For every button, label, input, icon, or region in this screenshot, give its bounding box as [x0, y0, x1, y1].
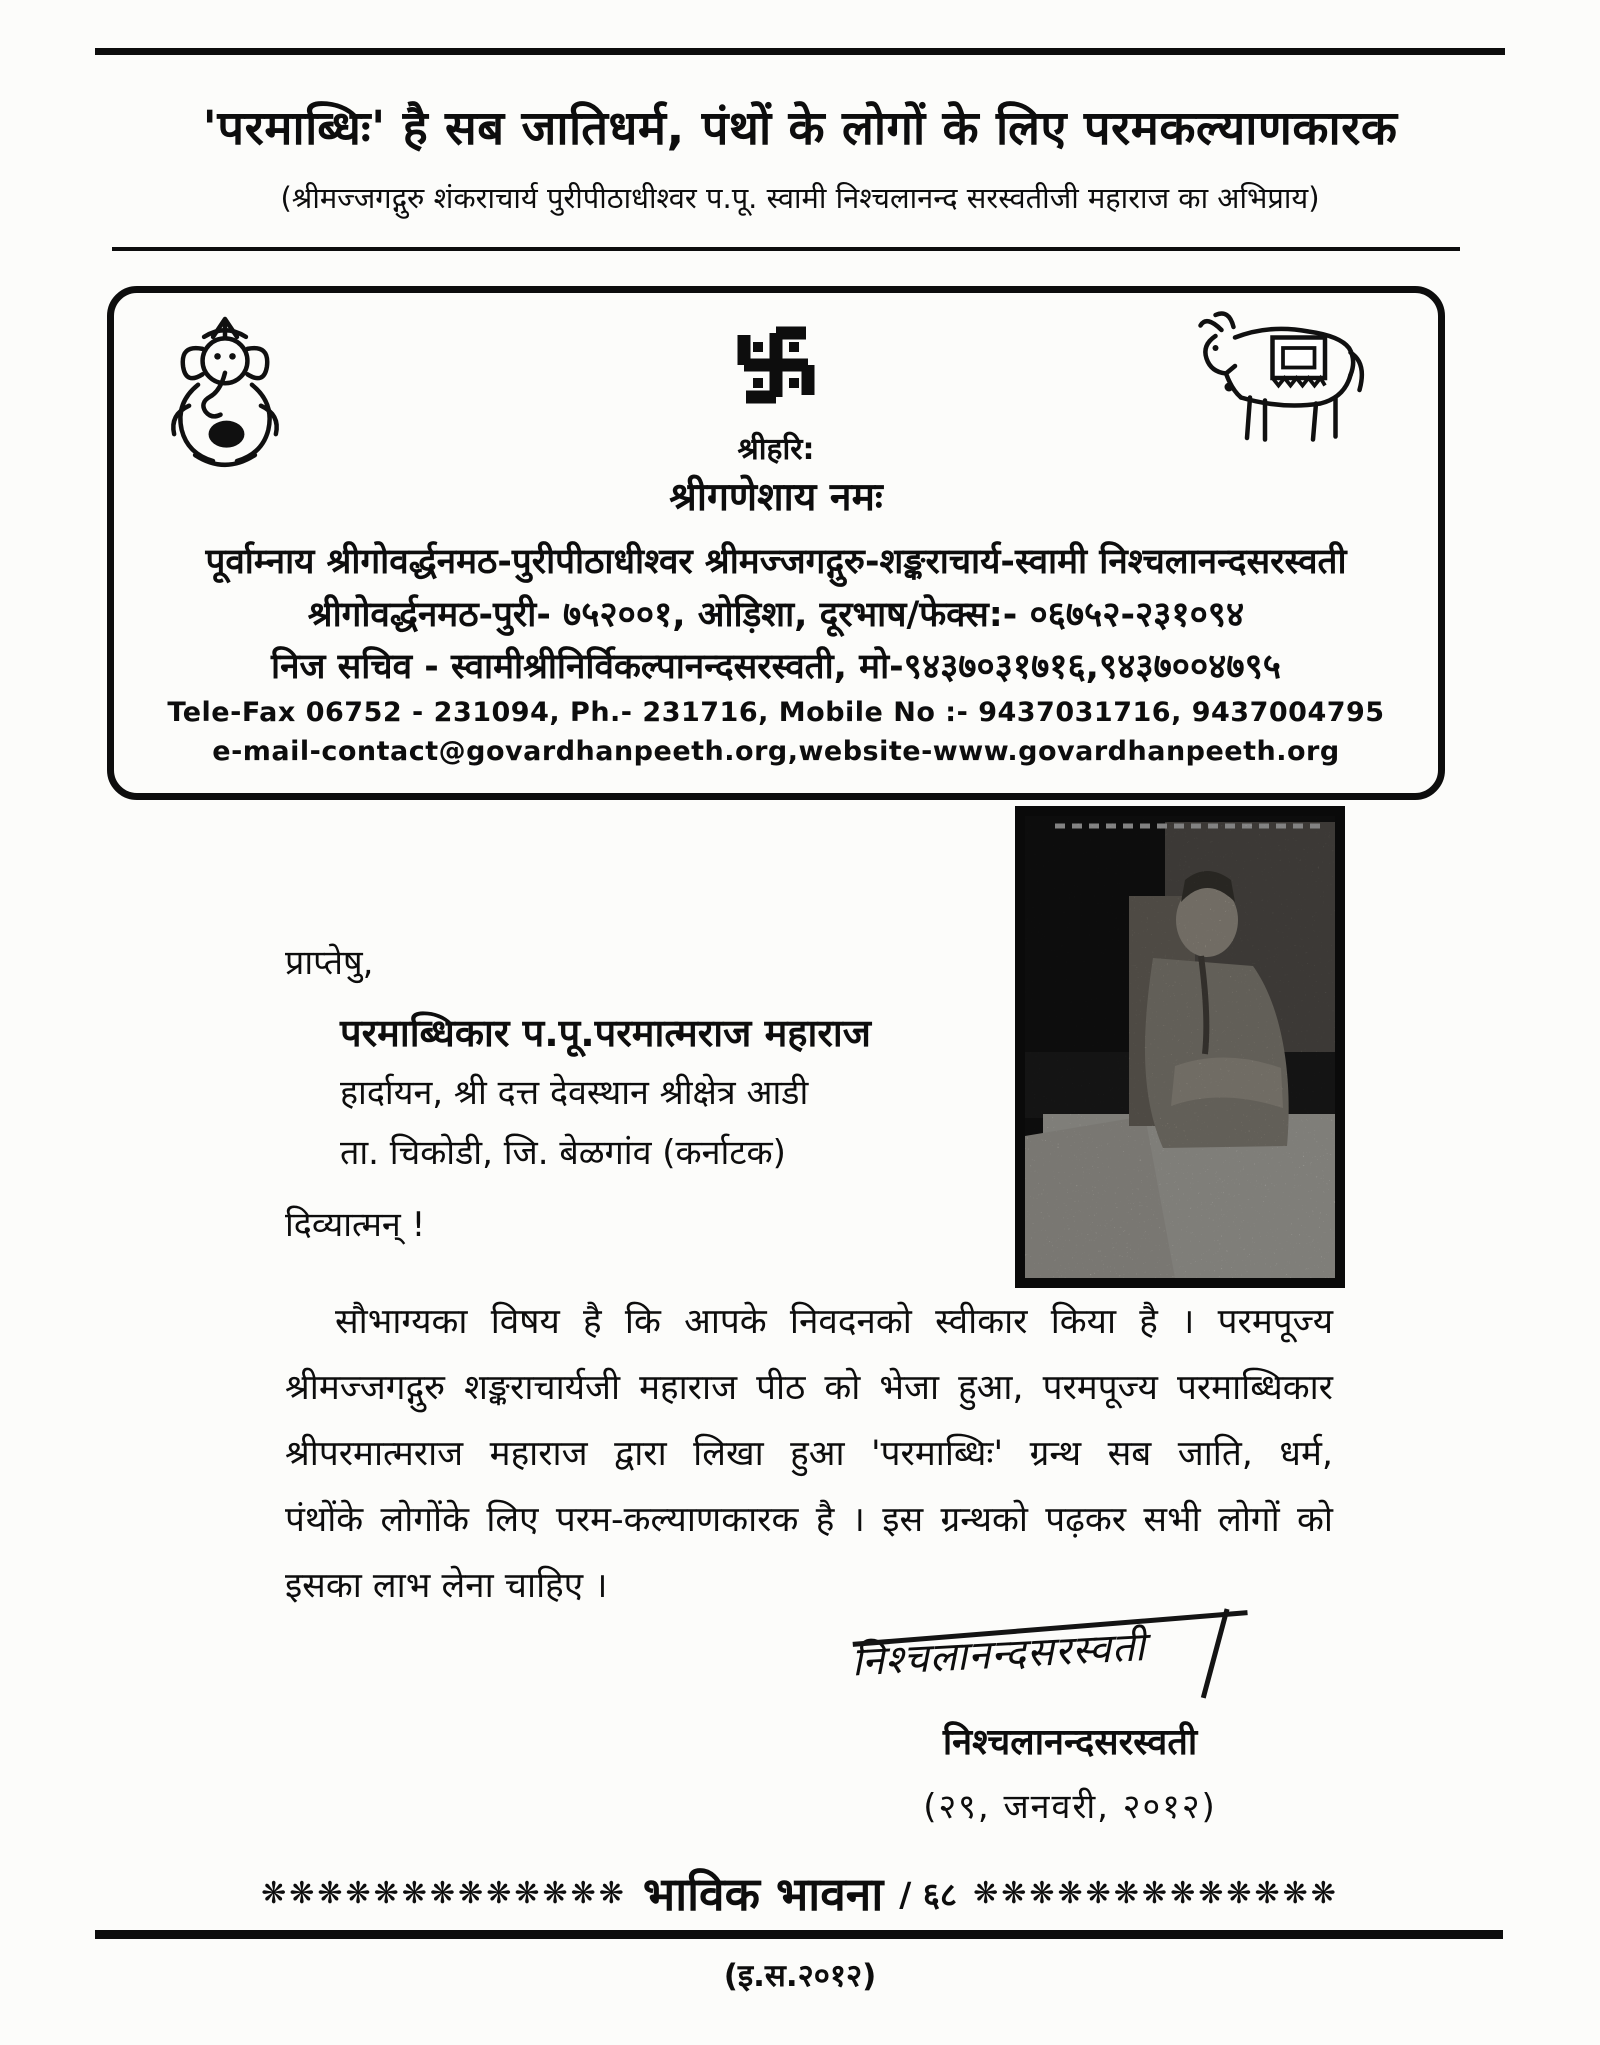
footer-ornament-right: ❋❋❋❋❋❋❋❋❋❋❋❋❋ — [973, 1875, 1339, 1911]
footer-page-number: / ६८ — [899, 1874, 958, 1914]
letterhead-line-2: श्रीगोवर्द्धनमठ-पुरी- ७५२००१, ओड़िशा, दूरभाष/फेक्स:- ०६७५२-२३१०९४ — [307, 595, 1245, 635]
letterhead-line-3: निज सचिव - स्वामीश्रीनिर्विकल्पानन्दसरस्वती, मो-९४३७०३१७१६,९४३७००४७९५ — [271, 647, 1281, 687]
letterhead-email-line: e-mail-contact@govardhanpeeth.org,website-www.govardhanpeeth.org — [212, 736, 1340, 767]
invocation-hari: श्रीहरि: — [737, 432, 815, 467]
letterhead-box — [107, 286, 1445, 800]
invocation-ganesh: श्रीगणेशाय नमः — [669, 475, 883, 520]
recipient-address-line-2: ता. चिकोडी, जि. बेळगांव (कर्नाटक) — [340, 1133, 786, 1173]
page-title: 'परमाब्धिः' है सब जातिधर्म, पंथों के लोगों के लिए परमकल्याणकारक — [202, 101, 1398, 156]
signature-name: निश्चलानन्दसरस्वती — [942, 1722, 1198, 1763]
header-rule — [112, 247, 1460, 251]
footer-rule — [95, 1930, 1503, 1939]
body-line: श्रीमज्जगद्गुरु शङ्कराचार्यजी महाराज पीठ को भेजा हुआ, परमपूज्य परमाब्धिकार — [285, 1368, 1333, 1408]
salutation: प्राप्तेषु, — [285, 943, 374, 983]
footer-ornament-left: ❋❋❋❋❋❋❋❋❋❋❋❋❋ — [261, 1875, 627, 1911]
recipient-address-line-1: हार्दायन, श्री दत्त देवस्थान श्रीक्षेत्र आडी — [340, 1073, 809, 1113]
top-rule — [95, 48, 1505, 55]
footer-title: भाविक भावना — [642, 1867, 884, 1921]
guru-photo — [1015, 806, 1345, 1288]
page-subtitle: (श्रीमज्जगद्गुरु शंकराचार्य पुरीपीठाधीश्वर प.पू. स्वामी निश्चलानन्द सरस्वतीजी महाराज का अभिप्राय) — [280, 181, 1320, 215]
handwritten-signature: निश्चलानन्दसरस्वती — [850, 1612, 1254, 1717]
letterhead-line-1: पूर्वाम्नाय श्रीगोवर्द्धनमठ-पुरीपीठाधीश्वर श्रीमज्जगद्गुरु-शङ्कराचार्य-स्वामी निश्चलानन्दसरस्वती — [205, 542, 1347, 582]
body-paragraph — [285, 1292, 1333, 1622]
body-line: सौभाग्यका विषय है कि आपके निवदनको स्वीकार किया है । परमपूज्य — [335, 1302, 1333, 1342]
body-line: पंथोंके लोगोंके लिए परम-कल्याणकारक है । इस ग्रन्थको पढ़कर सभी लोगों को — [285, 1500, 1333, 1540]
footer-row — [0, 1862, 1600, 1924]
body-line: इसका लाभ लेना चाहिए । — [285, 1566, 608, 1606]
recipient-name: परमाब्धिकार प.पू.परमात्मराज महाराज — [340, 1011, 871, 1055]
body-line: श्रीपरमात्मराज महाराज द्वारा लिखा हुआ 'परमाब्धिः' ग्रन्थ सब जाति, धर्म, — [285, 1434, 1333, 1474]
letterhead-telefax-line: Tele-Fax 06752 - 231094, Ph.- 231716, Mobile No :- 9437031716, 9437004795 — [167, 697, 1385, 728]
footer-year: (इ.स.२०१२) — [723, 1958, 877, 1994]
swastika-icon — [726, 315, 826, 419]
signature-date: (२९, जनवरी, २०१२) — [923, 1787, 1217, 1827]
greeting: दिव्यात्मन् ! — [285, 1205, 426, 1245]
